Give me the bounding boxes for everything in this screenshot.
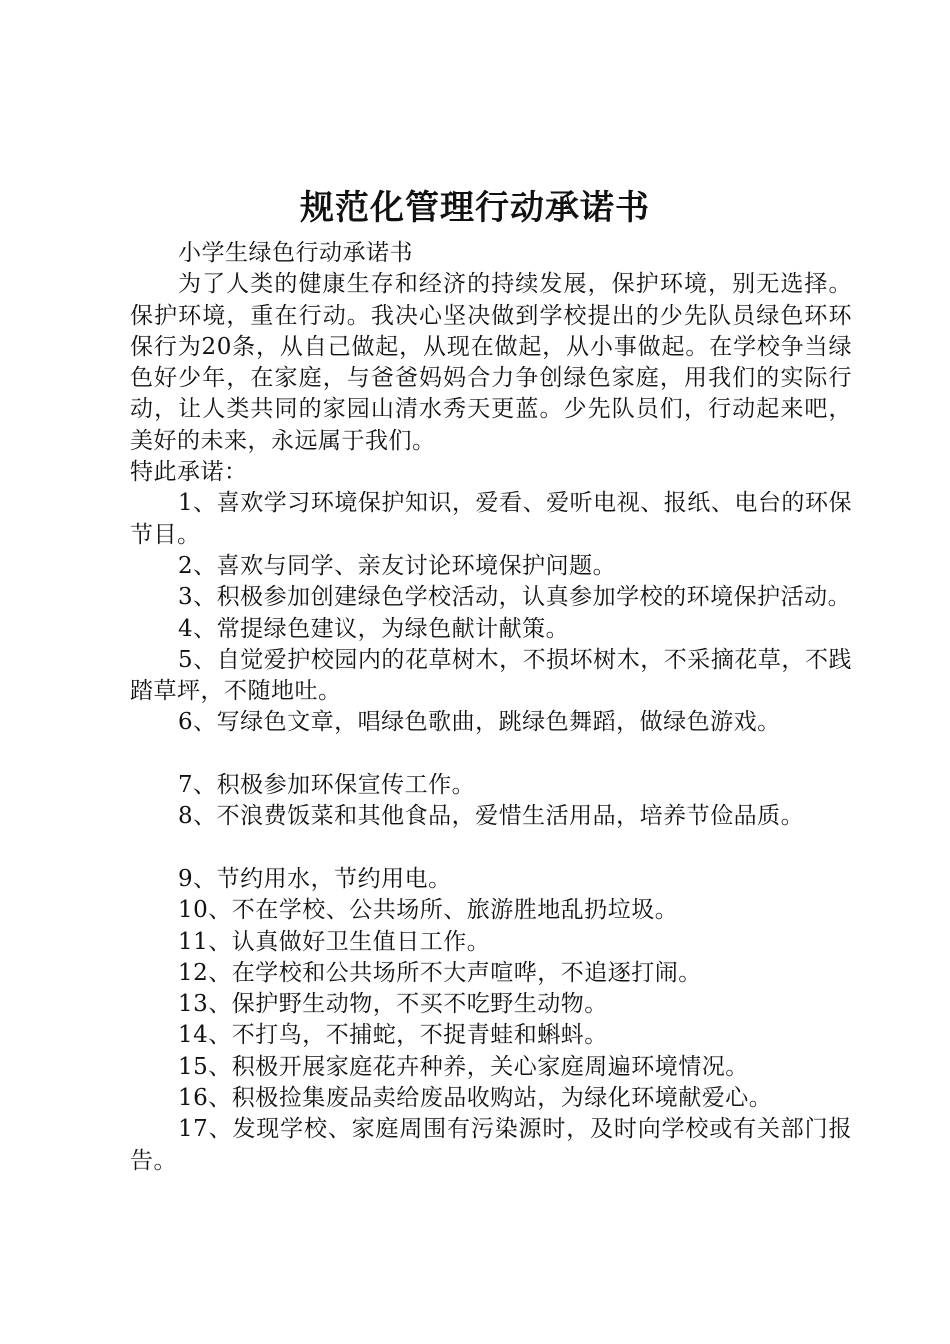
commitment-item: 14、不打鸟，不捕蛇，不捉青蛙和蝌蚪。 — [178, 1022, 608, 1049]
blank-line — [130, 833, 852, 864]
commitment-item: 13、保护野生动物，不买不吃野生动物。 — [178, 991, 608, 1018]
commitment-item: 15、积极开展家庭花卉种养，关心家庭周遍环境情况。 — [178, 1053, 749, 1080]
commitment-item: 9、节约用水，节约用电。 — [178, 865, 452, 892]
commitment-item: 6、写绿色文章，唱绿色歌曲，跳绿色舞蹈，做绿色游戏。 — [178, 709, 781, 736]
commitment-item: 7、积极参加环保宣传工作。 — [178, 772, 476, 799]
lead-line: 特此承诺： — [130, 459, 248, 486]
commitment-item: 4、常提绿色建议，为绿色献计献策。 — [178, 615, 570, 642]
commitment-item: 3、积极参加创建绿色学校活动，认真参加学校的环境保护活动。 — [178, 584, 852, 611]
commitment-item: 16、积极捡集废品卖给废品收购站，为绿化环境献爱心。 — [178, 1085, 773, 1112]
commitment-item: 5、自觉爱护校园内的花草树木，不损坏树木，不采摘花草，不践踏草坪，不随地吐。 — [130, 646, 852, 705]
page-title: 规范化管理行动承诺书 — [300, 188, 650, 228]
intro-paragraph: 为了人类的健康生存和经济的持续发展，保护环境，别无选择。保护环境，重在行动。我决心坚决做到学校提出的少先队员绿色环环保行为20条，从自己做起，从现在做起，从小事做起。在学校争当绿色好少年，在家庭，与爸爸妈妈合力争创绿色家庭，用我们的实际行动，让人类共同的家园山清水秀天更蓝。少先队员们，行动起来吧，美好的未来，永远属于我们。 — [130, 271, 852, 454]
commitment-item: 1、喜欢学习环境保护知识，爱看、爱听电视、报纸、电台的环保节目。 — [130, 490, 852, 548]
document-subtitle: 小学生绿色行动承诺书 — [178, 240, 413, 266]
commitment-item: 17、发现学校、家庭周围有污染源时，及时向学校或有关部门报告。 — [130, 1116, 852, 1174]
commitment-item: 10、不在学校、公共场所、旅游胜地乱扔垃圾。 — [178, 897, 679, 924]
blank-line — [130, 739, 852, 770]
commitment-item: 8、不浪费饭菜和其他食品，爱惜生活用品，培养节俭品质。 — [178, 803, 805, 830]
commitment-item: 11、认真做好卫生值日工作。 — [178, 928, 491, 955]
document-body — [130, 238, 852, 1177]
commitment-item: 2、喜欢与同学、亲友讨论环境保护问题。 — [178, 552, 617, 579]
commitment-item: 12、在学校和公共场所不大声喧哗，不追逐打闹。 — [178, 959, 702, 986]
